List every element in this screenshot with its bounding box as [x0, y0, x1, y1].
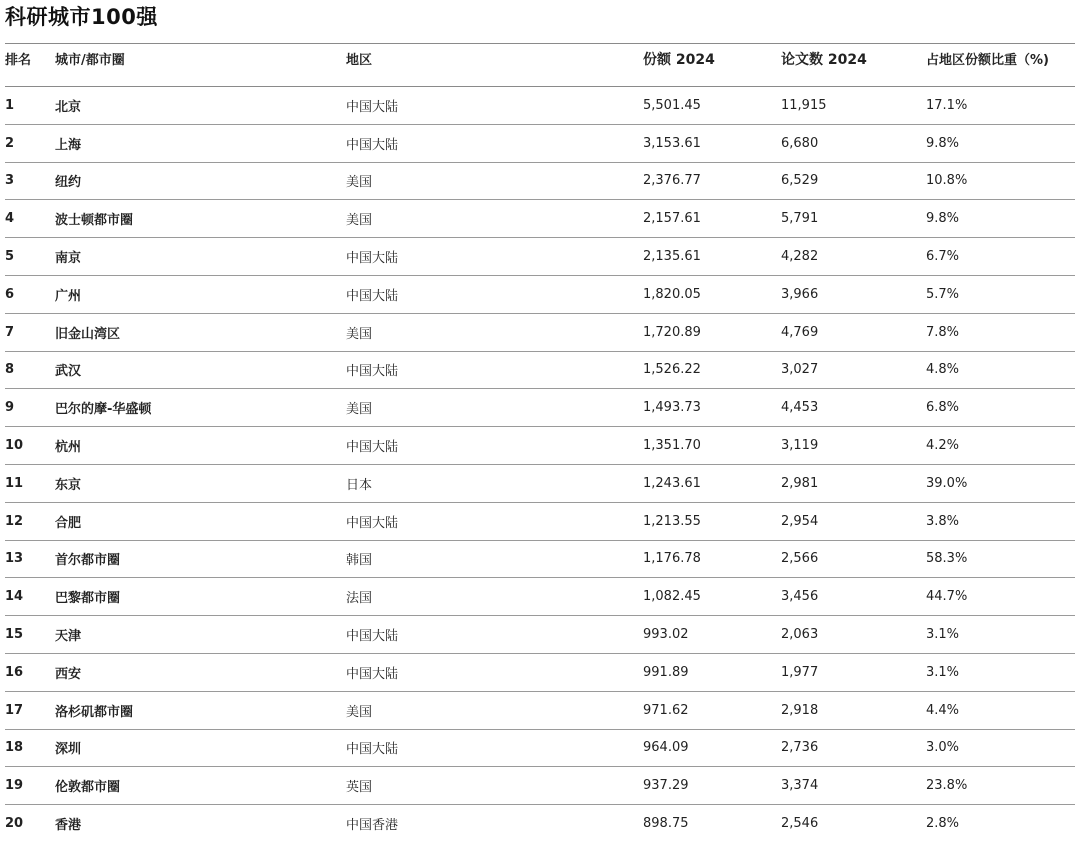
table-row: [5, 502, 1075, 540]
table-row: [5, 805, 1075, 842]
ratio-cell: 23.8%: [926, 767, 1075, 805]
region-cell: 中国大陆: [346, 502, 643, 540]
region-cell: 中国大陆: [346, 729, 643, 767]
papers-cell: 2,954: [781, 502, 926, 540]
page-title: 科研城市100强: [5, 2, 158, 32]
city-cell: 北京: [55, 87, 346, 125]
papers-cell: 3,119: [781, 427, 926, 465]
rank-cell: 6: [5, 275, 55, 313]
rank-cell: 20: [5, 805, 55, 842]
region-cell: 美国: [346, 313, 643, 351]
table-row: [5, 162, 1075, 200]
ratio-cell: 58.3%: [926, 540, 1075, 578]
table-row: [5, 691, 1075, 729]
region-cell: 美国: [346, 162, 643, 200]
header-region: 地区: [346, 44, 643, 87]
share-cell: 1,243.61: [643, 464, 781, 502]
rank-cell: 5: [5, 238, 55, 276]
table-row: [5, 578, 1075, 616]
region-cell: 中国大陆: [346, 351, 643, 389]
table-row: [5, 124, 1075, 162]
header-papers: 论文数 2024: [781, 44, 926, 87]
papers-cell: 6,680: [781, 124, 926, 162]
city-cell: 东京: [55, 464, 346, 502]
share-cell: 898.75: [643, 805, 781, 842]
papers-cell: 4,453: [781, 389, 926, 427]
city-cell: 南京: [55, 238, 346, 276]
papers-cell: 2,546: [781, 805, 926, 842]
region-cell: 中国大陆: [346, 124, 643, 162]
header-row: [5, 44, 1075, 87]
papers-cell: 2,566: [781, 540, 926, 578]
rank-cell: 10: [5, 427, 55, 465]
city-cell: 武汉: [55, 351, 346, 389]
papers-cell: 3,027: [781, 351, 926, 389]
papers-cell: 5,791: [781, 200, 926, 238]
rank-cell: 8: [5, 351, 55, 389]
region-cell: 美国: [346, 389, 643, 427]
city-cell: 洛杉矶都市圈: [55, 691, 346, 729]
ratio-cell: 3.1%: [926, 616, 1075, 654]
city-cell: 伦敦都市圈: [55, 767, 346, 805]
region-cell: 中国香港: [346, 805, 643, 842]
region-cell: 中国大陆: [346, 238, 643, 276]
ratio-cell: 4.2%: [926, 427, 1075, 465]
region-cell: 美国: [346, 691, 643, 729]
ratio-cell: 44.7%: [926, 578, 1075, 616]
table-body: [5, 87, 1075, 842]
table-row: [5, 464, 1075, 502]
table-row: [5, 616, 1075, 654]
city-cell: 广州: [55, 275, 346, 313]
rank-cell: 11: [5, 464, 55, 502]
city-cell: 首尔都市圈: [55, 540, 346, 578]
share-cell: 1,526.22: [643, 351, 781, 389]
table-row: [5, 238, 1075, 276]
region-cell: 中国大陆: [346, 275, 643, 313]
ranking-table: [5, 43, 1075, 842]
share-cell: 5,501.45: [643, 87, 781, 125]
papers-cell: 3,374: [781, 767, 926, 805]
share-cell: 1,082.45: [643, 578, 781, 616]
table-row: [5, 351, 1075, 389]
ratio-cell: 4.8%: [926, 351, 1075, 389]
papers-cell: 3,456: [781, 578, 926, 616]
city-cell: 深圳: [55, 729, 346, 767]
share-cell: 1,351.70: [643, 427, 781, 465]
table-row: [5, 389, 1075, 427]
rank-cell: 9: [5, 389, 55, 427]
ratio-cell: 7.8%: [926, 313, 1075, 351]
city-cell: 旧金山湾区: [55, 313, 346, 351]
ratio-cell: 9.8%: [926, 200, 1075, 238]
ratio-cell: 6.8%: [926, 389, 1075, 427]
papers-cell: 2,063: [781, 616, 926, 654]
ratio-cell: 4.4%: [926, 691, 1075, 729]
region-cell: 中国大陆: [346, 427, 643, 465]
table-header: [5, 44, 1075, 87]
papers-cell: 4,282: [781, 238, 926, 276]
rank-cell: 19: [5, 767, 55, 805]
rank-cell: 4: [5, 200, 55, 238]
city-cell: 杭州: [55, 427, 346, 465]
region-cell: 法国: [346, 578, 643, 616]
rank-cell: 17: [5, 691, 55, 729]
share-cell: 3,153.61: [643, 124, 781, 162]
share-cell: 993.02: [643, 616, 781, 654]
header-ratio: 占地区份额比重（%): [926, 44, 1075, 87]
rank-cell: 16: [5, 653, 55, 691]
share-cell: 2,376.77: [643, 162, 781, 200]
city-cell: 波士顿都市圈: [55, 200, 346, 238]
table-row: [5, 200, 1075, 238]
table-row: [5, 427, 1075, 465]
region-cell: 美国: [346, 200, 643, 238]
share-cell: 2,157.61: [643, 200, 781, 238]
papers-cell: 1,977: [781, 653, 926, 691]
table-row: [5, 729, 1075, 767]
ratio-cell: 6.7%: [926, 238, 1075, 276]
share-cell: 2,135.61: [643, 238, 781, 276]
papers-cell: 4,769: [781, 313, 926, 351]
share-cell: 1,493.73: [643, 389, 781, 427]
city-cell: 上海: [55, 124, 346, 162]
rank-cell: 15: [5, 616, 55, 654]
share-cell: 937.29: [643, 767, 781, 805]
city-cell: 香港: [55, 805, 346, 842]
region-cell: 日本: [346, 464, 643, 502]
ratio-cell: 3.0%: [926, 729, 1075, 767]
papers-cell: 3,966: [781, 275, 926, 313]
ratio-cell: 10.8%: [926, 162, 1075, 200]
table-row: [5, 767, 1075, 805]
ratio-cell: 17.1%: [926, 87, 1075, 125]
table-row: [5, 87, 1075, 125]
region-cell: 英国: [346, 767, 643, 805]
ratio-cell: 3.8%: [926, 502, 1075, 540]
city-cell: 合肥: [55, 502, 346, 540]
ratio-cell: 39.0%: [926, 464, 1075, 502]
city-cell: 西安: [55, 653, 346, 691]
rank-cell: 14: [5, 578, 55, 616]
header-share: 份额 2024: [643, 44, 781, 87]
rank-cell: 12: [5, 502, 55, 540]
papers-cell: 2,981: [781, 464, 926, 502]
rank-cell: 18: [5, 729, 55, 767]
city-cell: 天津: [55, 616, 346, 654]
rank-cell: 1: [5, 87, 55, 125]
ratio-cell: 3.1%: [926, 653, 1075, 691]
papers-cell: 2,736: [781, 729, 926, 767]
papers-cell: 6,529: [781, 162, 926, 200]
share-cell: 1,176.78: [643, 540, 781, 578]
rank-cell: 3: [5, 162, 55, 200]
header-city: 城市/都市圈: [55, 44, 346, 87]
rank-cell: 7: [5, 313, 55, 351]
papers-cell: 2,918: [781, 691, 926, 729]
share-cell: 1,720.89: [643, 313, 781, 351]
share-cell: 1,213.55: [643, 502, 781, 540]
papers-cell: 11,915: [781, 87, 926, 125]
rank-cell: 13: [5, 540, 55, 578]
table-row: [5, 313, 1075, 351]
city-cell: 巴黎都市圈: [55, 578, 346, 616]
share-cell: 964.09: [643, 729, 781, 767]
header-rank: 排名: [5, 44, 55, 87]
region-cell: 韩国: [346, 540, 643, 578]
ratio-cell: 5.7%: [926, 275, 1075, 313]
rank-cell: 2: [5, 124, 55, 162]
ratio-cell: 2.8%: [926, 805, 1075, 842]
table-row: [5, 540, 1075, 578]
city-cell: 纽约: [55, 162, 346, 200]
city-cell: 巴尔的摩-华盛顿: [55, 389, 346, 427]
share-cell: 1,820.05: [643, 275, 781, 313]
table-row: [5, 653, 1075, 691]
share-cell: 991.89: [643, 653, 781, 691]
region-cell: 中国大陆: [346, 616, 643, 654]
region-cell: 中国大陆: [346, 653, 643, 691]
region-cell: 中国大陆: [346, 87, 643, 125]
table-row: [5, 275, 1075, 313]
share-cell: 971.62: [643, 691, 781, 729]
ratio-cell: 9.8%: [926, 124, 1075, 162]
